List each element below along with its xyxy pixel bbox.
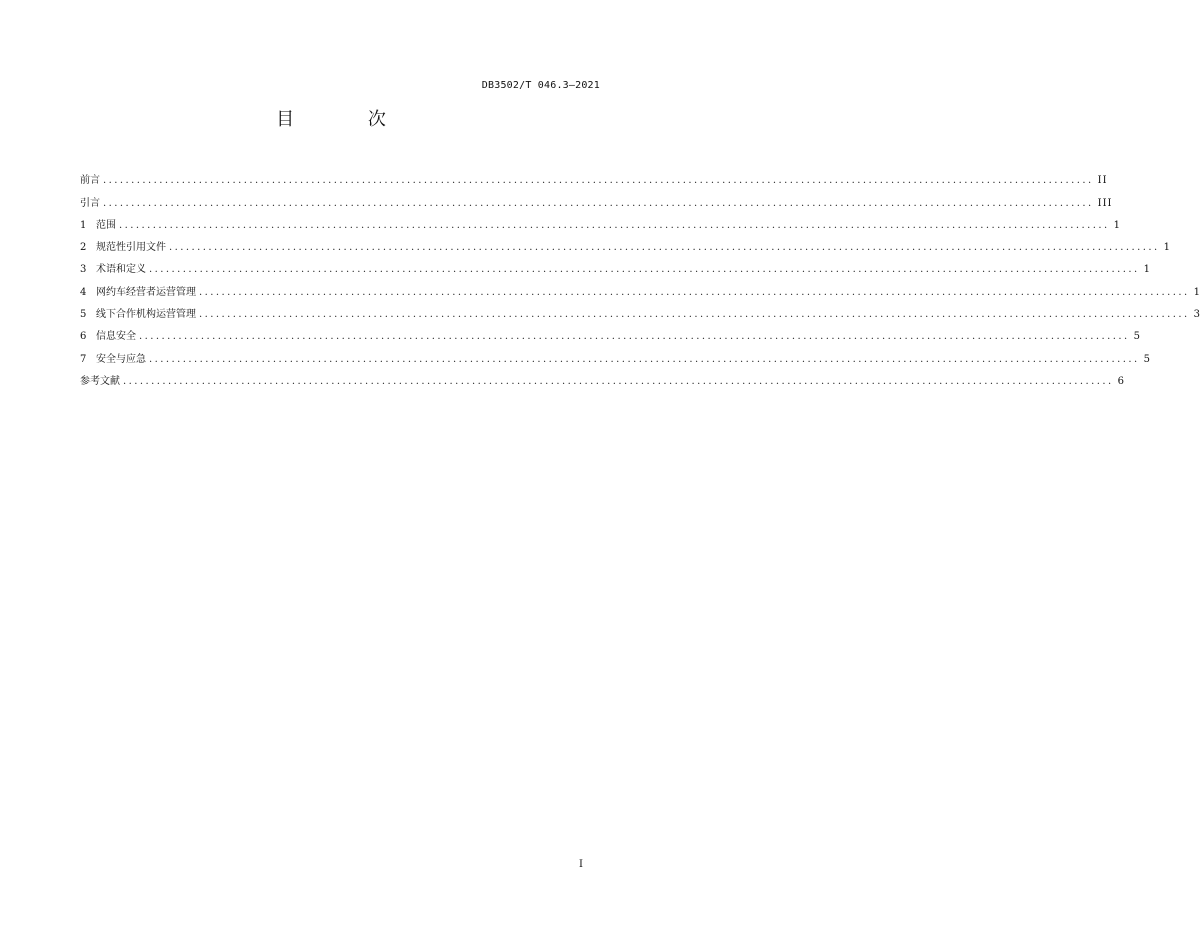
toc-entry-safety-emergency[interactable] bbox=[80, 344, 1152, 366]
standard-code: DB3502/T 046.3—2021 bbox=[481, 80, 600, 91]
toc-leader-dots: ................................................................................................................................................................................ bbox=[123, 375, 1114, 387]
toc-entry-page: 5 bbox=[1143, 353, 1152, 365]
toc-leader-dots: ................................................................................................................................................................................ bbox=[199, 309, 1190, 321]
toc-entry-number: 7 bbox=[80, 353, 87, 365]
toc-entry-page: 1 bbox=[1143, 264, 1152, 276]
toc-leader-dots: ................................................................................................................................................................................ bbox=[139, 331, 1130, 343]
toc-entry-text: 术语和定义 bbox=[96, 264, 146, 276]
toc-entry-text: 安全与应急 bbox=[96, 353, 146, 365]
toc-title: 目 次 bbox=[276, 109, 420, 130]
toc-leader-dots: ................................................................................................................................................................................ bbox=[149, 353, 1140, 365]
toc-entry-text: 参考文献 bbox=[80, 375, 120, 387]
toc-entry-number: 1 bbox=[80, 219, 87, 231]
toc-entry-information-security[interactable] bbox=[80, 322, 1142, 344]
toc-leader-dots: ................................................................................................................................................................................ bbox=[149, 264, 1140, 276]
toc-entry-number: 5 bbox=[80, 309, 87, 321]
toc-entry-text: 范围 bbox=[96, 219, 116, 231]
toc-leader-dots: ................................................................................................................................................................................ bbox=[199, 286, 1190, 298]
toc-leader-dots: ................................................................................................................................................................................ bbox=[169, 242, 1160, 254]
toc-entry-page: 1 bbox=[1163, 242, 1172, 254]
toc-entry-text: 信息安全 bbox=[96, 331, 136, 343]
toc-entry-page: 1 bbox=[1193, 286, 1201, 298]
toc-entry-page: 6 bbox=[1117, 375, 1126, 387]
toc-entry-number: 3 bbox=[80, 264, 87, 276]
toc-entry-text: 线下合作机构运营管理 bbox=[96, 309, 196, 321]
toc-entry-text: 前言 bbox=[80, 175, 100, 187]
toc-entry-terms-definitions[interactable] bbox=[80, 255, 1152, 277]
toc-leader-dots: ................................................................................................................................................................................ bbox=[103, 197, 1094, 209]
toc-entry-number: 6 bbox=[80, 331, 87, 343]
toc-entry-text: 规范性引用文件 bbox=[96, 242, 166, 254]
toc-leader-dots: ................................................................................................................................................................................ bbox=[119, 219, 1110, 231]
toc-entry-number: 4 bbox=[80, 286, 87, 298]
toc-leader-dots: ................................................................................................................................................................................ bbox=[103, 175, 1094, 187]
toc-entry-offline-partner-management[interactable] bbox=[80, 300, 1201, 322]
toc-entry-operator-management[interactable] bbox=[80, 277, 1201, 299]
toc-entry-normative-references[interactable] bbox=[80, 233, 1172, 255]
page-number: I bbox=[579, 859, 583, 870]
toc-entry-page: 1 bbox=[1113, 219, 1122, 231]
toc-entry-introduction[interactable] bbox=[80, 188, 1113, 210]
toc-entry-page: II bbox=[1097, 175, 1108, 187]
toc-entry-text: 引言 bbox=[80, 197, 100, 209]
toc-entry-scope[interactable] bbox=[80, 211, 1122, 233]
toc-entry-page: 3 bbox=[1193, 309, 1201, 321]
table-of-contents bbox=[80, 166, 1201, 389]
toc-entry-foreword[interactable] bbox=[80, 166, 1108, 188]
toc-entry-text: 网约车经营者运营管理 bbox=[96, 286, 196, 298]
toc-entry-number: 2 bbox=[80, 242, 87, 254]
toc-entry-page: III bbox=[1097, 197, 1113, 209]
toc-entry-bibliography[interactable] bbox=[80, 367, 1126, 389]
toc-entry-page: 5 bbox=[1133, 331, 1142, 343]
